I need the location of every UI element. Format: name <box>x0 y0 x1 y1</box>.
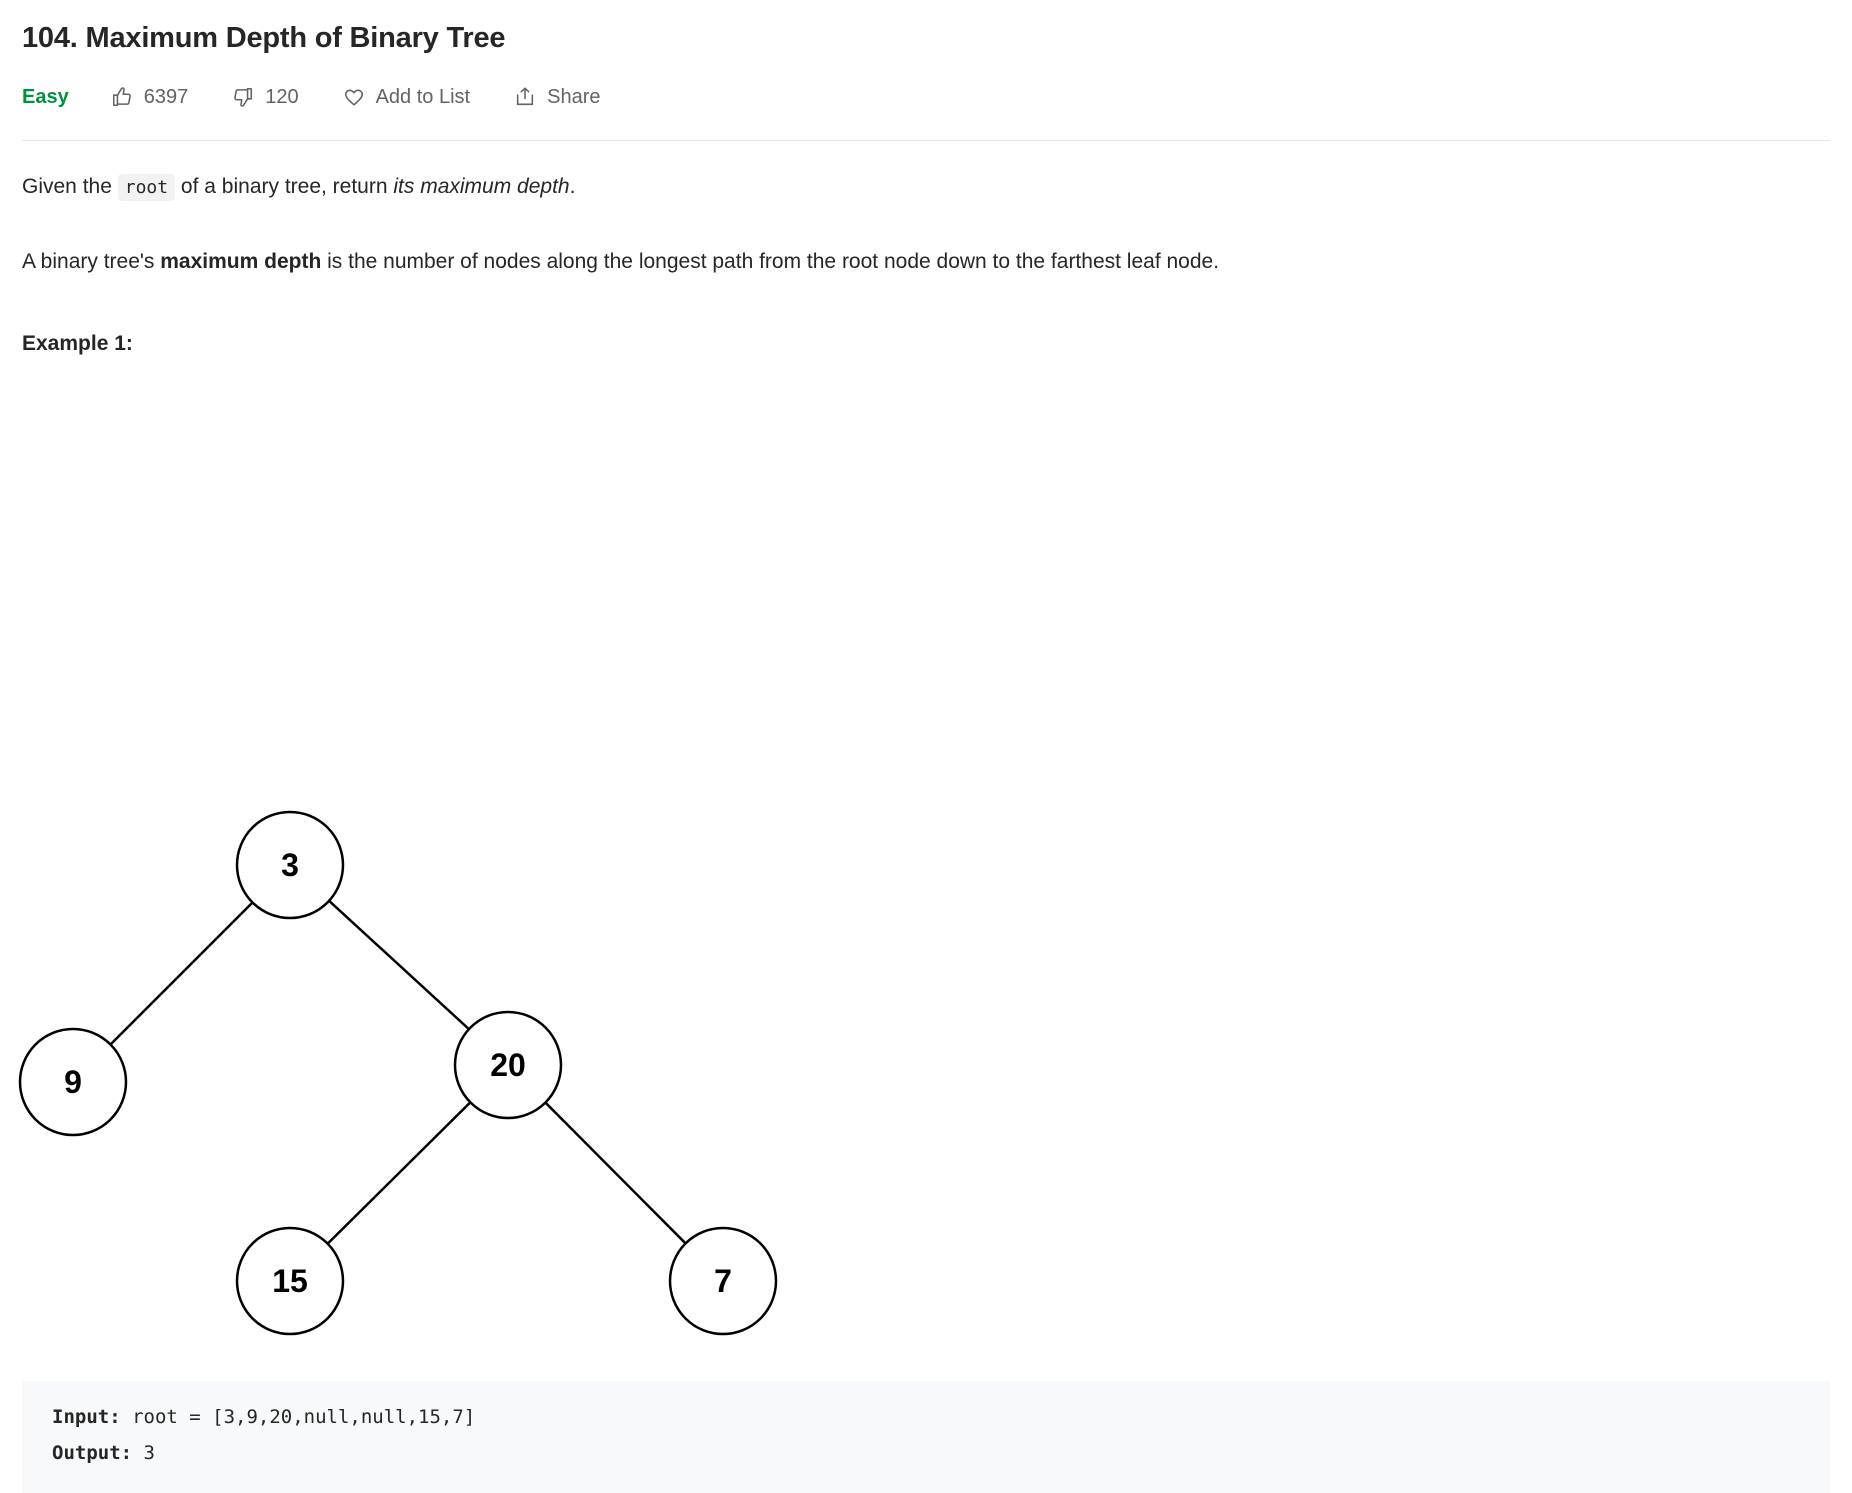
desc-1-emphasis: its maximum depth <box>393 175 570 198</box>
tree-node <box>237 812 343 918</box>
share-icon <box>514 86 536 108</box>
desc-1-post: . <box>569 175 576 198</box>
tree-edge <box>110 903 252 1045</box>
output-value: 3 <box>132 1442 155 1465</box>
like-button[interactable] <box>111 86 189 109</box>
page-title: 104. Maximum Depth of Binary Tree <box>22 22 506 54</box>
dislike-count: 120 <box>265 85 299 108</box>
like-count: 6397 <box>143 85 189 108</box>
binary-tree-diagram <box>0 368 900 1368</box>
tree-edge <box>328 1102 471 1243</box>
thumbs-up-icon <box>111 86 133 108</box>
tree-node-label: 7 <box>714 1263 732 1300</box>
input-value: root = [3,9,20,null,null,15,7] <box>120 1406 476 1429</box>
tree-node <box>670 1228 776 1334</box>
share-label: Share <box>547 85 601 108</box>
example-1-label: Example 1: <box>22 332 133 356</box>
thumbs-down-icon <box>232 86 254 108</box>
desc-2-pre: A binary tree's <box>22 249 161 273</box>
heart-icon <box>343 86 365 108</box>
tree-node-label: 15 <box>272 1263 308 1300</box>
example-1-code-block <box>22 1381 1830 1493</box>
tree-node-label: 3 <box>281 847 299 884</box>
problem-description <box>22 171 1830 1493</box>
desc-2-post: is the number of nodes along the longest path from the root node down to the farthest leaf node. <box>321 249 1220 273</box>
tree-edge <box>329 901 469 1029</box>
desc-2-strong: maximum depth <box>160 249 322 273</box>
binary-tree-figure <box>0 368 1830 1373</box>
dislike-button[interactable] <box>232 86 298 109</box>
example-input-line <box>52 1399 1800 1435</box>
desc-1-mid: of a binary tree, return <box>175 175 394 198</box>
add-to-list-label: Add to List <box>375 85 471 108</box>
example-output-line <box>52 1435 1800 1471</box>
output-key: Output: <box>52 1442 133 1465</box>
input-key: Input: <box>52 1406 121 1429</box>
add-to-list-button[interactable] <box>343 86 471 109</box>
tree-node-label: 20 <box>490 1047 526 1084</box>
problem-meta-row <box>22 80 1830 114</box>
tree-node <box>20 1029 126 1135</box>
tree-edge <box>545 1103 685 1244</box>
description-paragraph-2 <box>22 246 1830 279</box>
tree-node <box>455 1012 561 1118</box>
root-code-token: root <box>118 174 175 201</box>
tree-node-label: 9 <box>64 1064 82 1101</box>
share-button[interactable] <box>514 86 600 109</box>
tree-node <box>237 1228 343 1334</box>
difficulty-badge: Easy <box>22 85 69 108</box>
header-divider <box>22 140 1830 141</box>
description-paragraph-1 <box>22 171 1830 204</box>
desc-1-pre: Given the <box>22 175 118 198</box>
